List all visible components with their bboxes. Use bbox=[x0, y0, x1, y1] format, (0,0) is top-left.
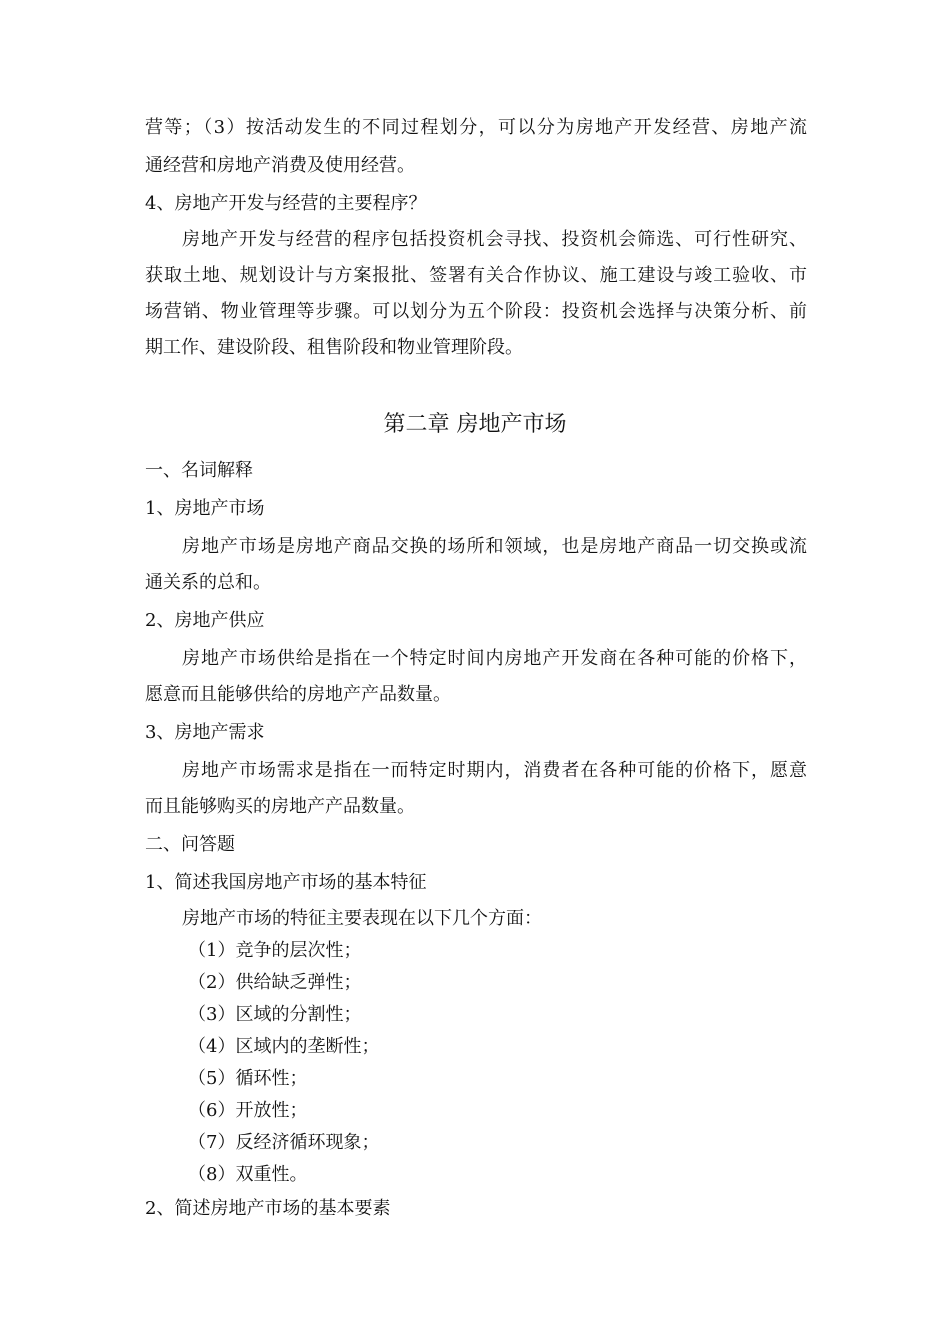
list-item: （3）区域的分割性； bbox=[188, 1004, 362, 1025]
question-heading: 4、房地产开发与经营的主要程序？ bbox=[145, 193, 427, 214]
paragraph-line: 期工作、建设阶段、租售阶段和物业管理阶段。 bbox=[145, 337, 523, 358]
question-heading: 1、简述我国房地产市场的基本特征 bbox=[145, 872, 427, 893]
list-item: （6）开放性； bbox=[188, 1100, 308, 1121]
list-item: （1）竞争的层次性； bbox=[188, 940, 362, 961]
paragraph-line: 房地产市场的特征主要表现在以下几个方面： bbox=[182, 908, 542, 929]
paragraph-line: 房地产市场需求是指在一而特定时期内，消费者在各种可能的价格下，愿意 bbox=[182, 760, 807, 781]
section-heading: 二、问答题 bbox=[145, 834, 235, 855]
paragraph-line: 通经营和房地产消费及使用经营。 bbox=[145, 155, 415, 176]
paragraph-line: 营等；（3）按活动发生的不同过程划分，可以分为房地产开发经营、房地产流 bbox=[145, 117, 807, 138]
term-title: 3、房地产需求 bbox=[145, 722, 265, 743]
chapter-title: 第二章 房地产市场 bbox=[383, 412, 567, 437]
term-title: 2、房地产供应 bbox=[145, 610, 265, 631]
section-heading: 一、名词解释 bbox=[145, 460, 253, 481]
list-item: （8）双重性。 bbox=[188, 1164, 308, 1185]
paragraph-line: 获取土地、规划设计与方案报批、签署有关合作协议、施工建设与竣工验收、市 bbox=[145, 265, 807, 286]
paragraph-line: 房地产市场供给是指在一个特定时间内房地产开发商在各种可能的价格下， bbox=[182, 648, 807, 669]
question-heading: 2、简述房地产市场的基本要素 bbox=[145, 1198, 391, 1219]
paragraph-line: 房地产开发与经营的程序包括投资机会寻找、投资机会筛选、可行性研究、 bbox=[182, 229, 807, 250]
paragraph-line: 房地产市场是房地产商品交换的场所和领域，也是房地产商品一切交换或流 bbox=[182, 536, 807, 557]
paragraph-line: 场营销、物业管理等步骤。可以划分为五个阶段：投资机会选择与决策分析、前 bbox=[145, 301, 807, 322]
paragraph-line: 通关系的总和。 bbox=[145, 572, 271, 593]
term-title: 1、房地产市场 bbox=[145, 498, 265, 519]
list-item: （5）循环性； bbox=[188, 1068, 308, 1089]
list-item: （2）供给缺乏弹性； bbox=[188, 972, 362, 993]
list-item: （7）反经济循环现象； bbox=[188, 1132, 380, 1153]
list-item: （4）区域内的垄断性； bbox=[188, 1036, 380, 1057]
paragraph-line: 而且能够购买的房地产产品数量。 bbox=[145, 796, 415, 817]
paragraph-line: 愿意而且能够供给的房地产产品数量。 bbox=[145, 684, 451, 705]
